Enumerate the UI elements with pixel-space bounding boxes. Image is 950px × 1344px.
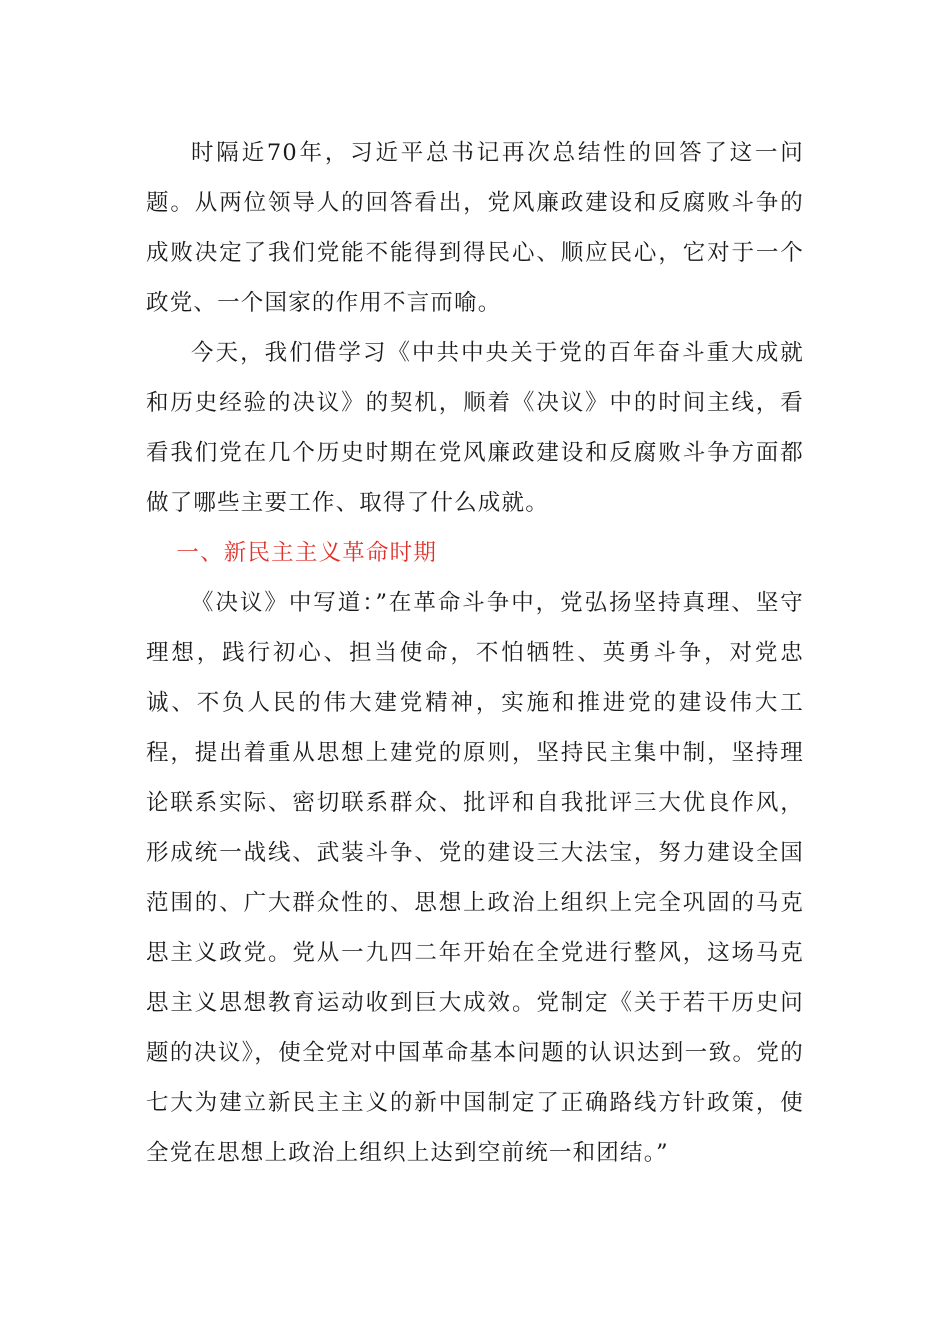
quote-paragraph: 《决议》中写道：”在革命斗争中，党弘扬坚持真理、坚守理想，践行初心、担当使命，不怕牺牲、英勇斗争，对党忠诚、不负人民的伟大建党精神，实施和推进党的建设伟大工程，提出着重从思想上建党的原则，坚持民主集中制，坚持理论联系实际、密切联系群众、批评和自我批评三大优良作风，形成统一战线、武装斗争、党的建设三大法宝，努力建设全国范围的、广大群众性的、思想上政治上组织上完全巩固的马克思主义政党。党从一九四二年开始在全党进行整风，这场马克思主义思想教育运动收到巨大成效。党制定《关于若干历史问题的决议》，使全党对中国革命基本问题的认识达到一致。党的七大为建立新民主主义的新中国制定了正确路线方针政策，使全党在思想上政治上组织上达到空前统一和团结。” <box>146 590 804 1166</box>
body-paragraph-1: 时隔近70年，习近平总书记再次总结性的回答了这一问题。从两位领导人的回答看出，党风廉政建设和反腐败斗争的成败决定了我们党能不能得到得民心、顺应民心，它对于一个政党、一个国家的作用不言而喻。 <box>146 140 804 316</box>
body-paragraph-2: 今天，我们借学习《中共中央关于党的百年奋斗重大成就和历史经验的决议》的契机，顺着《决议》中的时间主线，看看我们党在几个历史时期在党风廉政建设和反腐败斗争方面都做了哪些主要工作、取得了什么成就。 <box>146 340 804 516</box>
section-heading: 一、新民主主义革命时期 <box>176 540 438 566</box>
document-body <box>146 128 804 1178</box>
